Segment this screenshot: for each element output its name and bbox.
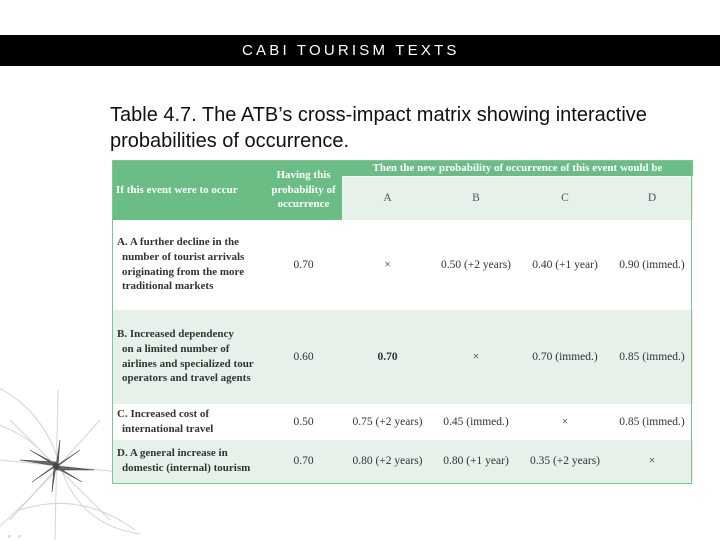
cell-c: 0.70 (immed.) (519, 309, 611, 404)
event-cell: C. Increased cost of international travel (112, 404, 265, 439)
cell-d: × (611, 439, 693, 483)
column-header-b: B (433, 176, 519, 220)
cell-d: 0.85 (immed.) (611, 404, 693, 439)
table-row (112, 220, 693, 309)
cell-a: 0.80 (+2 years) (342, 439, 433, 483)
series-title: CABI TOURISM TEXTS (242, 42, 460, 59)
cell-c: 0.40 (+1 year) (519, 220, 611, 309)
cell-b: 0.80 (+1 year) (433, 439, 519, 483)
table-row (112, 309, 693, 404)
cell-b: 0.50 (+2 years) (433, 220, 519, 309)
header-bar (0, 35, 720, 66)
event-cell: D. A general increase in domestic (internal) tourism (112, 439, 265, 483)
cell-a: 0.70 (342, 309, 433, 404)
cell-c: 0.35 (+2 years) (519, 439, 611, 483)
cell-a: × (342, 220, 433, 309)
event-column-header: If this event were to occur (112, 160, 265, 220)
table-row (112, 439, 693, 483)
probability-column-header: Having this probability of occurrence (265, 160, 342, 220)
probability-cell: 0.60 (265, 309, 342, 404)
cell-d: 0.90 (immed.) (611, 220, 693, 309)
cell-b: × (433, 309, 519, 404)
table-row (112, 404, 693, 439)
column-header-d: D (611, 176, 693, 220)
probability-cell: 0.70 (265, 439, 342, 483)
event-cell: B. Increased dependency on a limited number of airlines and specialized tour operators and travel agents (112, 309, 265, 404)
probability-cell: 0.50 (265, 404, 342, 439)
column-header-a: A (342, 176, 433, 220)
cell-d: 0.85 (immed.) (611, 309, 693, 404)
column-header-c: C (519, 176, 611, 220)
probability-cell: 0.70 (265, 220, 342, 309)
slide-title: Table 4.7. The ATB’s cross-impact matrix showing interactive probabilities of occurrence. (110, 104, 647, 152)
cell-a: 0.75 (+2 years) (342, 404, 433, 439)
cross-impact-table (112, 160, 693, 484)
cell-c: × (519, 404, 611, 439)
new-probability-group-header: Then the new probability of occurrence of this event would be (342, 160, 693, 176)
event-cell: A. A further decline in the number of tourist arrivals originating from the more traditional markets (112, 220, 265, 309)
cell-b: 0.45 (immed.) (433, 404, 519, 439)
